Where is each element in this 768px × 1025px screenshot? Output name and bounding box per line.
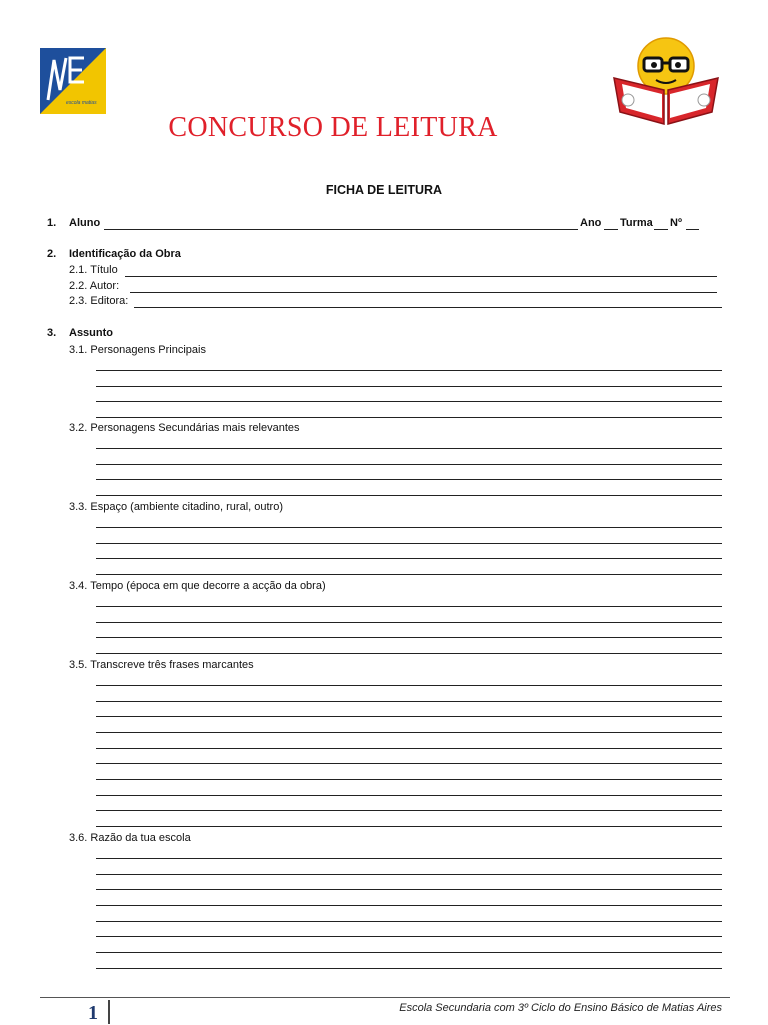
item-3-number: 3. (47, 327, 57, 339)
form-subtitle: FICHA DE LEITURA (325, 183, 443, 197)
item-1-number: 1. (47, 217, 57, 229)
ano-label: Ano (580, 217, 602, 229)
identificacao-label: Identificação da Obra (69, 248, 181, 260)
section-3-6-label: 3.6. Razão da tua escola (69, 832, 191, 844)
section-3-4-label: 3.4. Tempo (época em que decorre a acção da obra) (69, 580, 326, 592)
numero-field[interactable] (686, 229, 699, 230)
titulo-field[interactable] (125, 276, 717, 277)
item-2-number: 2. (47, 248, 57, 260)
page-title: CONCURSO DE LEITURA (168, 112, 498, 143)
section-3-3-label: 3.3. Espaço (ambiente citadino, rural, outro) (69, 501, 284, 513)
section-3-5-label: 3.5. Transcreve três frases marcantes (69, 659, 254, 671)
turma-field[interactable] (654, 229, 668, 230)
assunto-label: Assunto (69, 327, 113, 339)
page-number-bar (108, 1000, 110, 1024)
editora-label: 2.3. Editora: (69, 295, 129, 307)
titulo-label: 2.1. Título (69, 264, 118, 276)
aluno-label: Aluno (69, 217, 101, 229)
school-logo (40, 48, 106, 114)
ano-field[interactable] (604, 229, 618, 230)
autor-field[interactable] (130, 292, 717, 293)
footer-school-name: Escola Secundaria com 3º Ciclo do Ensino Básico de Matias Aires (399, 1002, 722, 1014)
turma-label: Turma (620, 217, 653, 229)
section-3-1-label: 3.1. Personagens Principais (69, 344, 206, 356)
editora-field[interactable] (134, 307, 722, 308)
footer-divider (40, 997, 730, 998)
page-number: 1 (88, 1002, 98, 1024)
section-3-2-label: 3.2. Personagens Secundárias mais relevantes (69, 422, 300, 434)
autor-label: 2.2. Autor: (69, 280, 120, 292)
aluno-field[interactable] (104, 229, 578, 230)
numero-label: Nº (670, 217, 682, 229)
logo-text: escola matias (66, 100, 97, 106)
